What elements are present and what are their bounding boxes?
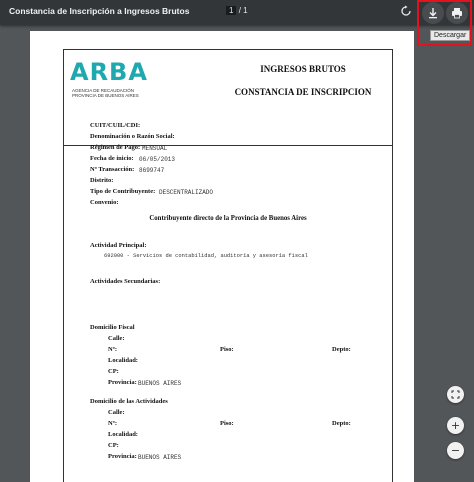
- domicilio-actividades-title: Domicilio de las Actividades: [90, 398, 168, 405]
- regimen-label: Régimen de Pago:: [90, 144, 141, 151]
- fecha-label: Fecha de inicio:: [90, 155, 134, 162]
- cuit-label: CUIT/CUIL/CDI:: [90, 122, 141, 129]
- actividad-principal-label: Actividad Principal:: [90, 242, 147, 249]
- actividades-secundarias-label: Actividades Secundarias:: [90, 278, 161, 285]
- cp-label: CP:: [108, 368, 119, 375]
- regimen-value: MENSUAL: [142, 144, 168, 152]
- document-title: Constancia de Inscripción a Ingresos Brutos: [9, 6, 190, 16]
- piso-label: Piso:: [220, 420, 234, 427]
- rotate-icon[interactable]: [399, 5, 413, 19]
- provincia-value: BUENOS AIRES: [138, 453, 182, 461]
- nro-label: Nº:: [108, 420, 118, 427]
- calle-label: Calle:: [108, 409, 125, 416]
- fit-page-icon: [451, 390, 460, 399]
- convenio-label: Convenio:: [90, 199, 119, 206]
- doc-title-constancia: CONSTANCIA DE INSCRIPCION: [234, 87, 372, 97]
- download-tooltip: Descargar: [430, 30, 470, 41]
- localidad-label: Localidad:: [108, 357, 138, 364]
- denominacion-label: Denominación o Razón Social:: [90, 133, 175, 140]
- pdf-toolbar: [0, 0, 474, 25]
- page-separator: /: [238, 6, 241, 15]
- contribuyente-text: Contribuyente directo de la Provincia de Buenos Aires: [149, 215, 307, 222]
- page-total: 1: [243, 6, 248, 15]
- fecha-value: 06/05/2013: [139, 155, 176, 163]
- cp-label: CP:: [108, 442, 119, 449]
- nro-label: Nº:: [108, 346, 118, 353]
- provincia-label: Provincia:: [108, 453, 137, 460]
- depto-label: Depto:: [332, 420, 351, 427]
- tipo-label: Tipo de Contribuyente:: [90, 188, 156, 195]
- pdf-page: [30, 31, 414, 482]
- depto-label: Depto:: [332, 346, 351, 353]
- zoom-out-button[interactable]: −: [447, 442, 464, 459]
- provincia-value: BUENOS AIRES: [138, 379, 182, 387]
- transaccion-label: Nº Transacción:: [90, 166, 135, 173]
- piso-label: Piso:: [220, 346, 234, 353]
- provincia-label: Provincia:: [108, 379, 137, 386]
- localidad-label: Localidad:: [108, 431, 138, 438]
- document-frame: ARBA AGENCIA DE RECAUDACIÓN PROVINCIA DE BUENOS AIRES INGRESOS BRUTOS CONSTANCIA DE INSCRIPCION CUIT/CUIL/CDI: Denominación o Razón Social: Régimen de Pago: MENSUAL Fecha de inicio: 06/05/2013 Nº Transacción: 8699747 Distrito: Tipo de Contribuyente: DESCENTRALIZADO Convenio: Contribuyente directo de la Provincia de Buenos Aires Actividad Principal: 692000 - Servicios de contabilidad, auditoría y asesoría fiscal Actividades Secundarias: Domicilio Fiscal Calle: Nº: Piso: Depto: Localidad: CP: Provincia: BUENOS AIRES Domicilio de las Actividades Calle: Nº: Piso: Depto: Localidad: CP: Provincia: BUENOS AIRES: [63, 49, 393, 482]
- distrito-label: Distrito:: [90, 177, 114, 184]
- domicilio-fiscal-title: Domicilio Fiscal: [90, 324, 135, 331]
- fit-page-button[interactable]: [447, 386, 464, 403]
- transaccion-value: 8699747: [139, 166, 165, 174]
- page-indicator: [226, 6, 248, 15]
- zoom-in-button[interactable]: +: [447, 417, 464, 434]
- calle-label: Calle:: [108, 335, 125, 342]
- page-current-input[interactable]: 1: [226, 6, 236, 15]
- actividad-principal-value: 692000 - Servicios de contabilidad, auditoría y asesoría fiscal: [104, 253, 308, 259]
- doc-title-ingresos: INGRESOS BRUTOS: [260, 64, 346, 74]
- tipo-value: DESCENTRALIZADO: [159, 188, 214, 196]
